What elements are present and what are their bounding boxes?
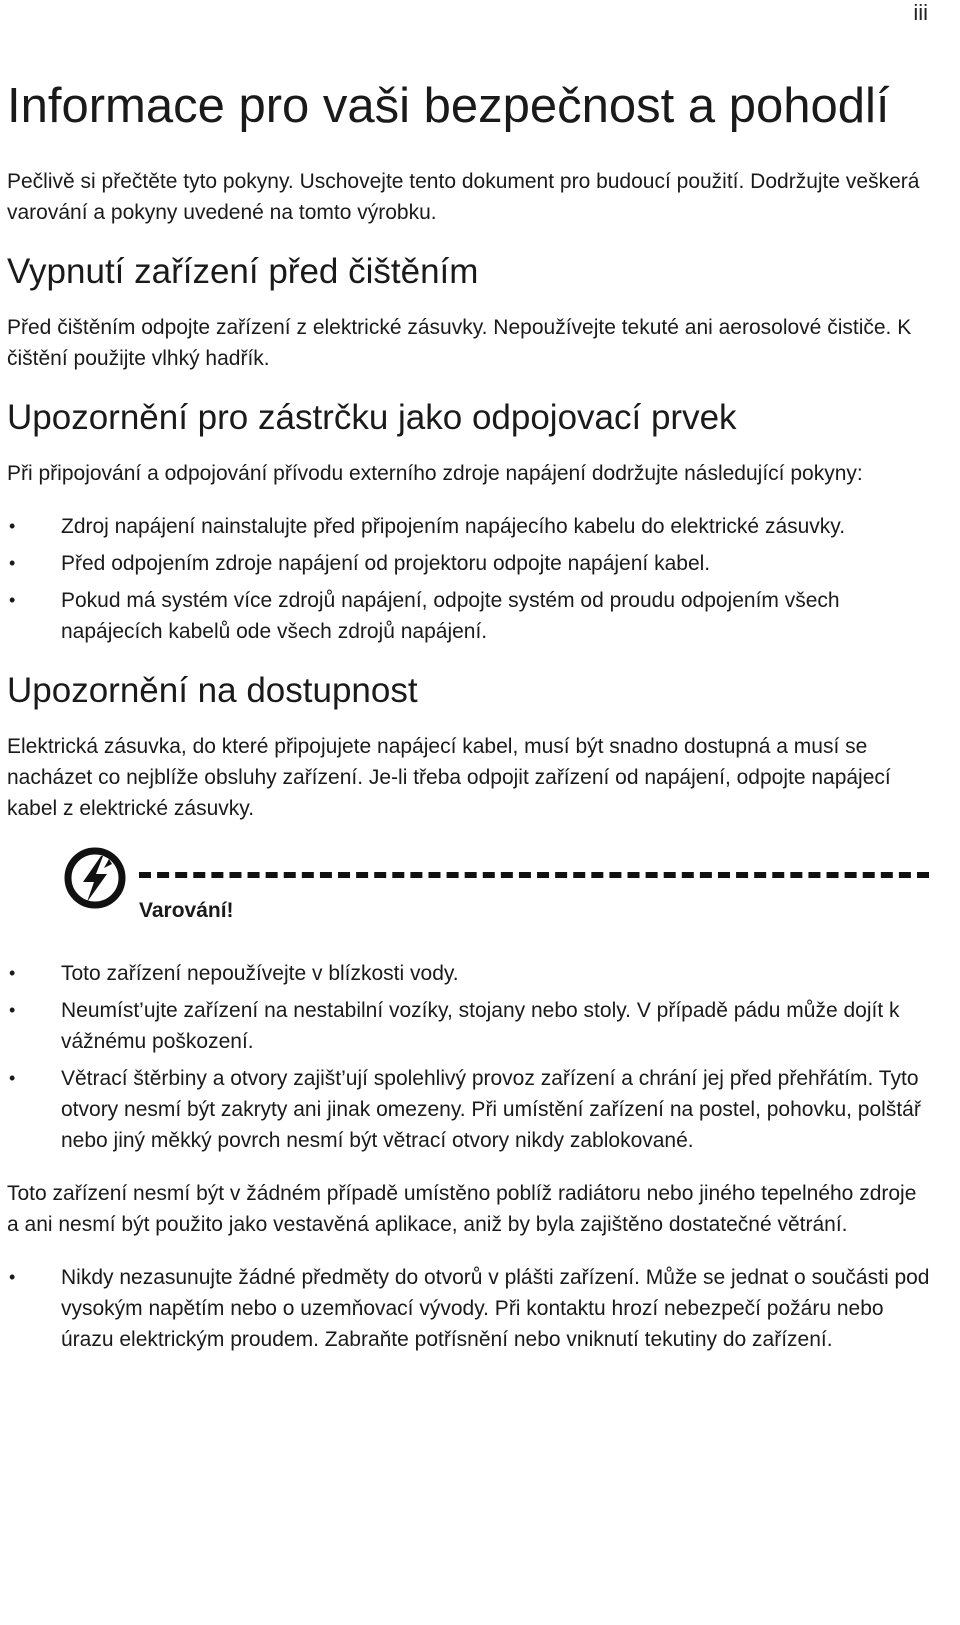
bullet-icon: •	[9, 963, 16, 983]
warning-bullet-list	[7, 958, 932, 1156]
section-heading-cleaning: Vypnutí zařízení před čištěním	[7, 252, 479, 291]
list-item: • Toto zařízení nepoužívejte v blízkosti vody.	[7, 958, 932, 989]
lightning-warning-icon	[63, 846, 127, 910]
warning-block	[7, 846, 932, 938]
list-item: • Neumíst’ujte zařízení na nestabilní vozíky, stojany nebo stoly. V případě pádu může dojít k vážnému poškození.	[7, 995, 932, 1057]
access-paragraph: Elektrická zásuvka, do které připojujete napájecí kabel, musí být snadno dostupná a musí se nacházet co nejblíže obsluhy zařízení. Je-li třeba odpojit zařízení od napájení, odpojte napájecí kabel z elektrické zásuvky.	[7, 735, 891, 820]
ventilation-paragraph: Toto zařízení nesmí být v žádném případě umístěno poblíž radiátoru nebo jiného tepelného zdroje a ani nesmí být použito jako vestavěná aplikace, aniž by byla zajištěno dostatečné větrání.	[7, 1182, 917, 1236]
list-item: • Zdroj napájení nainstalujte před připojením napájecího kabelu do elektrické zásuvky.	[7, 511, 932, 542]
list-item: • Nikdy nezasunujte žádné předměty do otvorů v plášti zařízení. Může se jednat o součásti pod vysokým napětím nebo o uzemňovací vývody. Při kontaktu hrozí nebezpečí požáru nebo úrazu elektrickým proudem. Zabraňte potřísnění nebo vniknutí tekutiny do zařízení.	[7, 1262, 932, 1355]
section-heading-plug: Upozornění pro zástrčku jako odpojovací prvek	[7, 398, 737, 437]
plug-paragraph: Při připojování a odpojování přívodu externího zdroje napájení dodržujte následující pokyny:	[7, 462, 863, 485]
list-item: • Větrací štěrbiny a otvory zajišt’ují spolehlivý provoz zařízení a chrání jej před přehřátím. Tyto otvory nesmí být zakryty ani jinak omezeny. Při umístění zařízení na postel, pohovku, polštář nebo jiný měkký povrch nesmí být větrací otvory nikdy zablokované.	[7, 1063, 932, 1156]
plug-bullet-list	[7, 511, 932, 647]
section-heading-access: Upozornění na dostupnost	[7, 671, 418, 710]
cleaning-paragraph: Před čištěním odpojte zařízení z elektrické zásuvky. Nepoužívejte tekuté ani aerosolové čističe. K čištění použijte vlhký hadřík.	[7, 316, 912, 370]
document-body	[7, 76, 932, 1377]
intro-paragraph: Pečlivě si přečtěte tyto pokyny. Uschovejte tento dokument pro budoucí použití. Dodržujte veškerá varování a pokyny uvedené na tomto výrobku.	[7, 170, 920, 224]
bullet-icon: •	[9, 1000, 16, 1020]
list-item: • Pokud má systém více zdrojů napájení, odpojte systém od proudu odpojením všech napájecích kabelů ode všech zdrojů napájení.	[7, 585, 932, 647]
bullet-icon: •	[9, 553, 16, 573]
warning-divider	[139, 872, 929, 878]
page-title: Informace pro vaši bezpečnost a pohodlí	[7, 79, 890, 133]
list-item: • Před odpojením zdroje napájení od projektoru odpojte napájení kabel.	[7, 548, 932, 579]
warning-label: Varování!	[139, 899, 234, 922]
bullet-icon: •	[9, 1267, 16, 1287]
bullet-icon: •	[9, 590, 16, 610]
page-number: iii	[913, 0, 928, 25]
warning-bullet-list-2	[7, 1262, 932, 1355]
bullet-icon: •	[9, 1068, 16, 1088]
bullet-icon: •	[9, 516, 16, 536]
